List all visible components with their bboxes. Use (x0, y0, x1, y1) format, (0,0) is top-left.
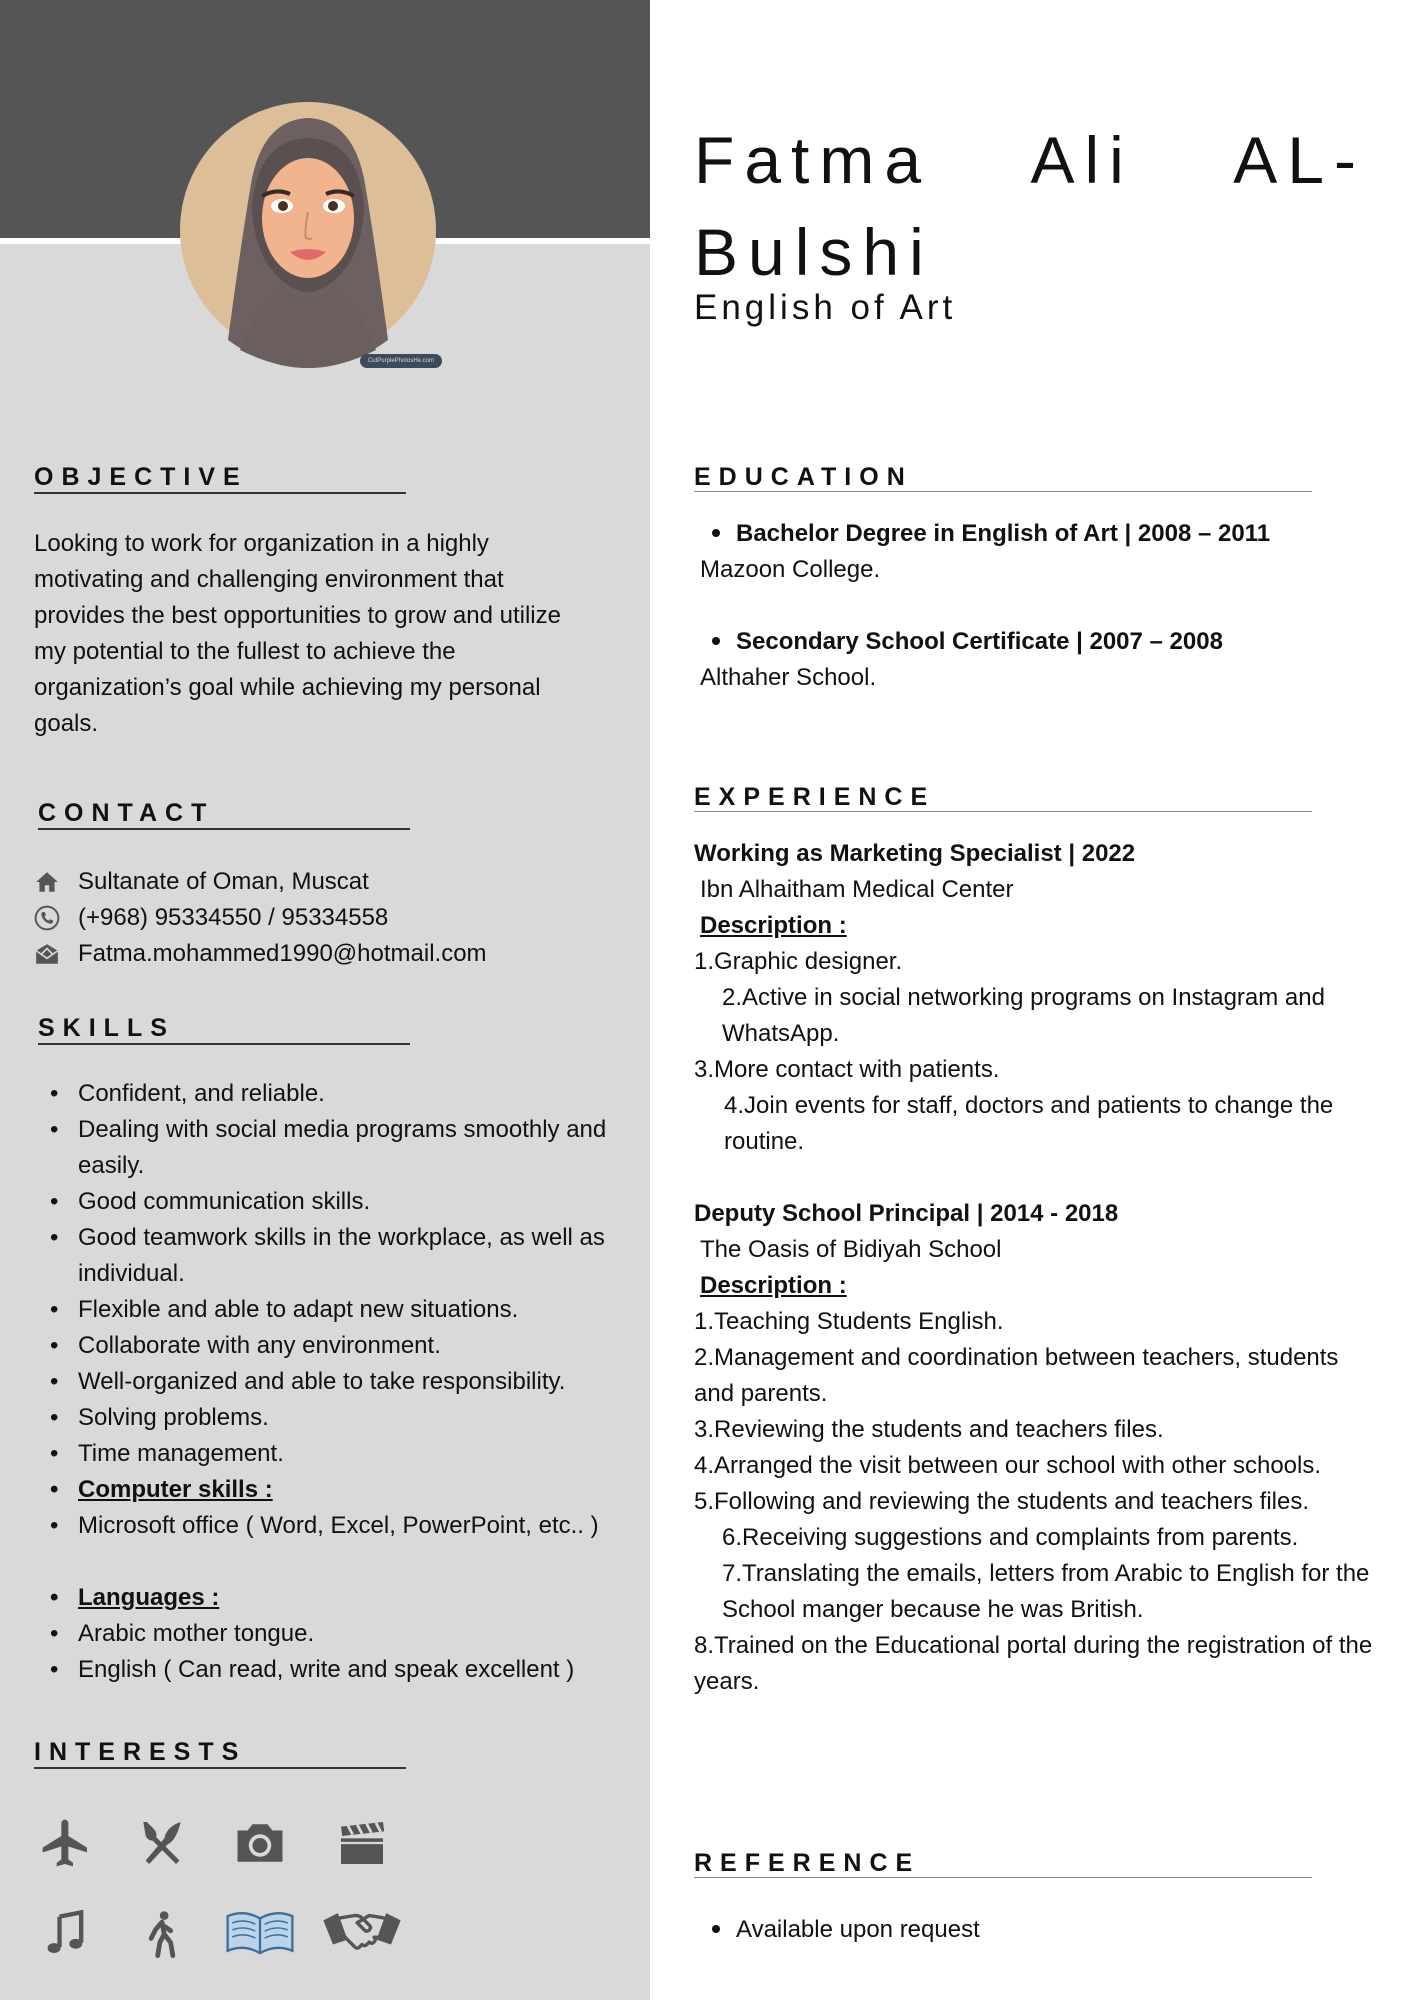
job-duty: 1.Teaching Students English. (694, 1308, 1004, 1335)
name-first: Fatma (694, 123, 932, 197)
degree-title: Bachelor Degree in English of Art | 2008 – 2011 (736, 520, 1271, 547)
spacer (78, 1544, 638, 1580)
airplane-icon (36, 1813, 96, 1873)
job-duty: 2.Active in social networking programs on Instagram and WhatsApp. (722, 984, 1325, 1047)
language-item: • English ( Can read, write and speak excellent ) (78, 1652, 638, 1688)
education-title: EDUCATION (694, 463, 913, 491)
objective-divider (34, 492, 406, 494)
interests-divider (34, 1767, 406, 1769)
skill-item: • Good teamwork skills in the workplace, as well as individual. (78, 1220, 638, 1292)
skill-item: • Time management. (78, 1436, 638, 1472)
job-subtitle: English of Art (694, 288, 957, 327)
job-org: The Oasis of Bidiyah School (700, 1236, 1002, 1263)
description-label: Description : (700, 1272, 847, 1299)
languages-label: • Languages : (78, 1580, 638, 1616)
reference-text: Available upon request (736, 1916, 980, 1943)
job-duty: 1.Graphic designer. (694, 948, 903, 975)
walking-icon (132, 1904, 192, 1964)
reference-title: REFERENCE (694, 1849, 921, 1877)
mail-icon (34, 941, 60, 967)
skills-divider (38, 1043, 410, 1045)
job-duty: 5.Following and reviewing the students and teachers files. (694, 1488, 1310, 1515)
bullet (712, 1925, 720, 1933)
skill-item: • Dealing with social media programs smoothly and easily. (78, 1112, 638, 1184)
name-last-part2: Bulshi (694, 215, 934, 289)
name-middle: Ali (1030, 123, 1134, 197)
avatar-watermark: CutPurplePhotosHe.com (360, 354, 442, 368)
skill-item: • Well-organized and able to take responsibility. (78, 1364, 638, 1400)
job-duty: 6.Receiving suggestions and complaints from parents. (722, 1524, 1299, 1551)
clapperboard-icon (332, 1813, 392, 1873)
computer-skill-item: • Microsoft office ( Word, Excel, PowerPoint, etc.. ) (78, 1508, 638, 1544)
education-item (694, 516, 1270, 588)
bullet (712, 637, 720, 645)
reference-item (694, 1912, 980, 1948)
school-name: Althaher School. (700, 664, 877, 691)
address-text: Sultanate of Oman, Muscat (78, 868, 369, 895)
profile-avatar (180, 100, 436, 370)
email-text: Fatma.mohammed1990@hotmail.com (78, 940, 487, 967)
phone-text: (+968) 95334550 / 95334558 (78, 904, 389, 931)
objective-text: Looking to work for organization in a highly motivating and challenging environment that provides the best opportunities to grow and utilize my potential to the fullest to achieve the organization’s goal while achieving my personal goals. (34, 530, 561, 737)
computer-skills-label: • Computer skills : (78, 1472, 638, 1508)
experience-divider (694, 811, 1312, 812)
education-item (694, 624, 1223, 696)
education-divider (694, 491, 1312, 492)
handshake-icon (320, 1900, 404, 1960)
home-icon (34, 869, 60, 895)
skill-item: • Collaborate with any environment. (78, 1328, 638, 1364)
person-name (694, 114, 1366, 298)
job-title: Deputy School Principal | 2014 - 2018 (694, 1200, 1119, 1227)
language-item: • Arabic mother tongue. (78, 1616, 638, 1652)
degree-title: Secondary School Certificate | 2007 – 2008 (736, 628, 1223, 655)
phone-icon (34, 905, 60, 931)
contact-email (34, 936, 487, 972)
fork-knife-icon (132, 1813, 192, 1873)
experience-title: EXPERIENCE (694, 783, 936, 811)
job-duty: 3.Reviewing the students and teachers files. (694, 1416, 1164, 1443)
book-icon (222, 1900, 298, 1960)
description-label: Description : (700, 912, 847, 939)
school-name: Mazoon College. (700, 556, 881, 583)
objective-title: OBJECTIVE (34, 463, 248, 491)
contact-divider (38, 828, 410, 830)
job-title: Working as Marketing Specialist | 2022 (694, 840, 1136, 867)
job-org: Ibn Alhaitham Medical Center (700, 876, 1014, 903)
skill-item: • Good communication skills. (78, 1184, 638, 1220)
skill-item: • Flexible and able to adapt new situations. (78, 1292, 638, 1328)
job-duty: 3.More contact with patients. (694, 1056, 1000, 1083)
job-duty: 2.Management and coordination between teachers, students and parents. (694, 1344, 1339, 1407)
music-note-icon (36, 1904, 96, 1964)
skill-item: • Solving problems. (78, 1400, 638, 1436)
job-duty: 4.Join events for staff, doctors and patients to change the routine. (724, 1092, 1334, 1155)
experience-job (694, 1196, 1374, 1700)
job-duty: 4.Arranged the visit between our school with other schools. (694, 1452, 1322, 1479)
interests-title: INTERESTS (34, 1738, 247, 1766)
experience-job (694, 836, 1374, 1160)
skill-item: • Confident, and reliable. (78, 1076, 638, 1112)
camera-icon (230, 1813, 290, 1873)
contact-address (34, 864, 369, 900)
name-last-part1: AL- (1233, 123, 1366, 197)
skills-title: SKILLS (38, 1014, 175, 1042)
contact-title: CONTACT (38, 799, 215, 827)
skills-list (78, 1076, 638, 1688)
job-duty: 7.Translating the emails, letters from Arabic to English for the School manger because he was British. (722, 1560, 1370, 1623)
job-duty: 8.Trained on the Educational portal during the registration of the years. (694, 1632, 1373, 1695)
contact-phone (34, 900, 388, 936)
reference-divider (694, 1877, 1312, 1878)
bullet (712, 529, 720, 537)
